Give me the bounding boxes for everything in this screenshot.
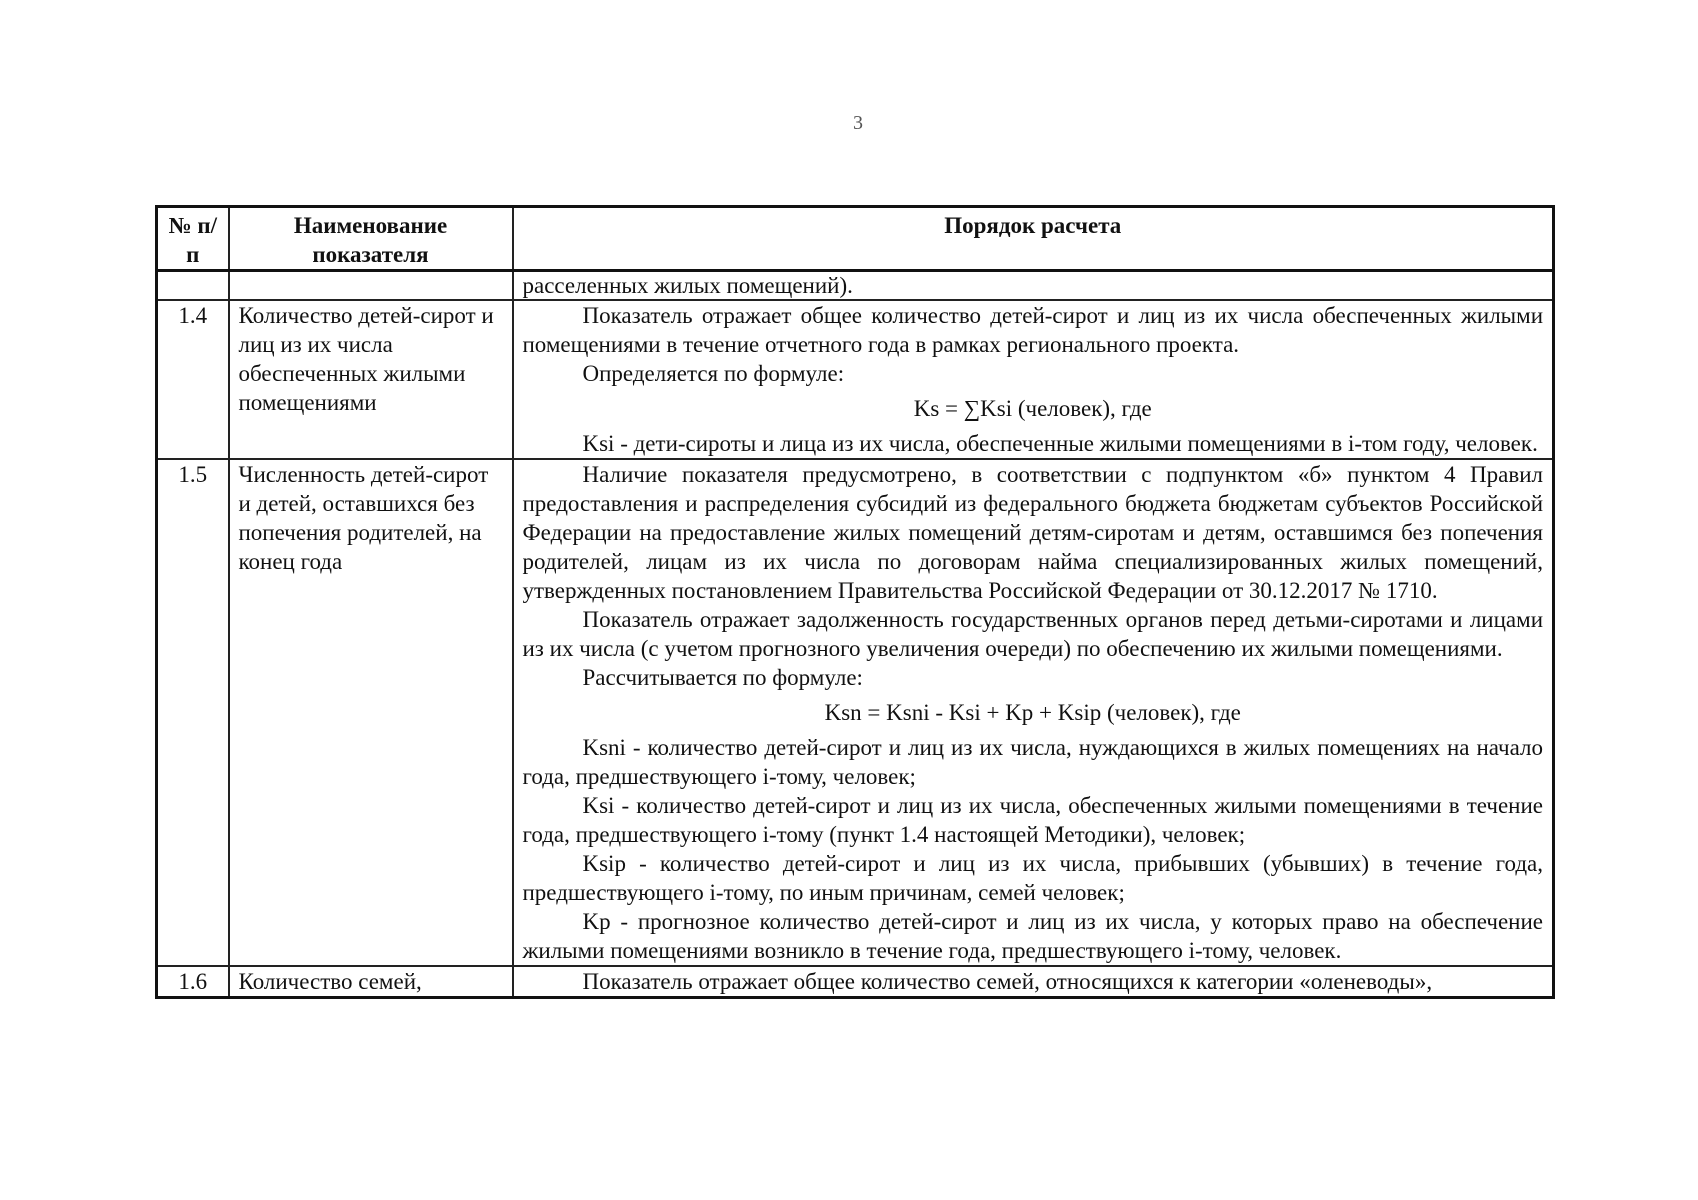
row-name: Количество детей-сирот и лиц из их числа обеспеченных жилыми помещениями [229,300,513,459]
calc-paragraph: Определяется по формуле: [582,361,845,386]
row-num: 1.5 [157,459,229,966]
table-header-row [157,207,1554,271]
row-calc [513,459,1554,966]
calc-paragraph: Наличие показателя предусмотрено, в соответствии с подпунктом «б» пунктом 4 Правил предоставления и распределения субсидий из федерального бюджета бюджетам субъектов Российской Федерации на предоставление жилых помещений детям-сиротам и детям, оставшимся без попечения родителей, лицам из их числа по договорам найма специализированных жилых помещений, утвержденных постановлением Правительства Российской Федерации от 30.12.2017 № 1710. [522,462,1543,603]
table-row [157,966,1554,998]
header-num: № п/п [157,207,229,271]
header-calc: Порядок расчета [513,207,1554,271]
calc-paragraph: Ksip - количество детей-сирот и лиц из их числа, прибывших (убывших) в течение года, предшествующего i-тому, по иным причинам, семей человек; [522,851,1543,905]
header-name: Наименование показателя [229,207,513,271]
table-row [157,300,1554,459]
table-row-continuation [157,271,1554,301]
formula: Ksn = Ksni - Ksi + Kp + Ksip (человек), где [824,700,1241,725]
indicator-table [155,205,1555,999]
row-num: 1.6 [157,966,229,998]
row-num [157,271,229,301]
row-calc [513,966,1554,998]
row-calc [513,300,1554,459]
calc-paragraph: Ksi - количество детей-сирот и лиц из их числа, обеспеченных жилыми помещениями в течение года, предшествующего i-тому (пункт 1.4 настоящей Методики), человек; [522,793,1543,847]
row-name: Численность детей-сирот и детей, оставшихся без попечения родителей, на конец года [229,459,513,966]
calc-paragraph: Показатель отражает общее количество детей-сирот и лиц из их числа обеспеченных жилыми помещениями в течение отчетного года в рамках регионального проекта. [522,303,1543,357]
page-number: 3 [853,112,863,134]
formula: Ks = ∑Ksi (человек), где [913,396,1152,421]
calc-paragraph: Показатель отражает задолженность государственных органов перед детьми-сиротами и лицами из их числа (с учетом прогнозного увеличения очереди) по обеспечению их жилыми помещениями. [522,607,1543,661]
calc-paragraph: Ksi - дети-сироты и лица из их числа, обеспеченные жилыми помещениями в i-том году, человек. [582,431,1538,456]
calc-paragraph: Показатель отражает общее количество семей, относящихся к категории «оленеводы», [582,969,1433,994]
calc-paragraph: Ksni - количество детей-сирот и лиц из их числа, нуждающихся в жилых помещениях на начало года, предшествующего i-тому, человек; [522,735,1543,789]
continuation-text: расселенных жилых помещений). [522,273,853,298]
row-calc [513,271,1554,301]
row-name [229,271,513,301]
calc-paragraph: Kp - прогнозное количество детей-сирот и лиц из их числа, у которых право на обеспечение жилыми помещениями возникло в течение года, предшествующего i-тому, человек. [522,909,1543,963]
row-name: Количество семей, [229,966,513,998]
row-num: 1.4 [157,300,229,459]
calc-paragraph: Рассчитывается по формуле: [582,665,863,690]
table-row [157,459,1554,966]
